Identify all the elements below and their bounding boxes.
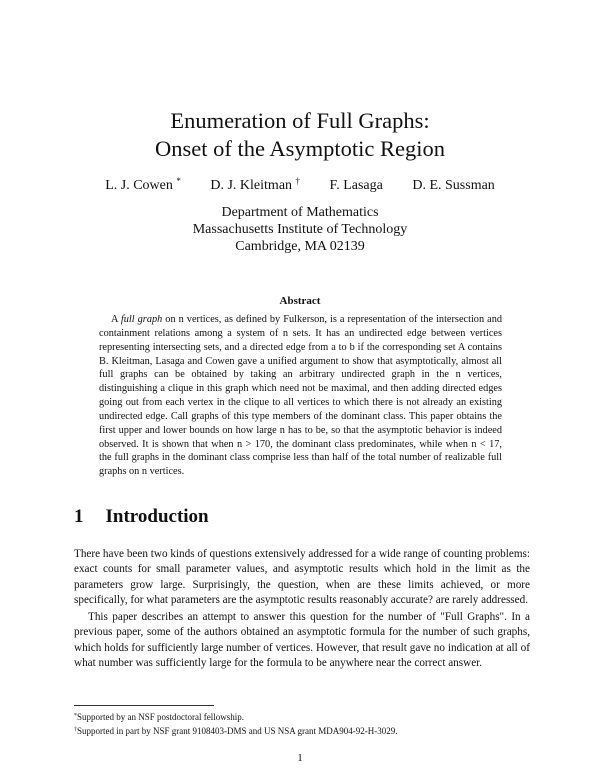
abstract-heading: Abstract xyxy=(279,295,321,307)
paragraph-2: This paper describes an attempt to answer this question for the number of "Full Graphs". In a previous paper, some of the authors obtained an asymptotic formula for the number of such graphs, which holds for sufficiently large number of vertices. However, that result gave no indication at all of what number was sufficiently large for the formula to be anywhere near the correct answer. xyxy=(74,611,530,670)
section-heading: 1 Introduction xyxy=(74,506,209,527)
author: L. J. Cowen * xyxy=(105,176,181,193)
author-list xyxy=(0,176,600,194)
author: D. J. Kleitman † xyxy=(210,176,301,193)
title-line-1: Enumeration of Full Graphs: xyxy=(170,108,430,133)
affiliation-institute: Massachusetts Institute of Technology xyxy=(192,222,408,237)
title-line-2: Onset of the Asymptotic Region xyxy=(155,136,445,161)
author: F. Lasaga xyxy=(329,178,383,193)
abstract-body: A full graph on n vertices, as defined by Fulkerson, is a representation of the intersection and containment relations among a system of n sets. It has an undirected edge between vertices representing intersecting sets, and a directed edge from a to b if the corresponding set A contains B. Kleitman, Lasaga and Cowen gave a unified argument to show that asymptotically, almost all full graphs can be obtained by taking an arbitrary undirected graph in the n vertices, distinguishing a clique in this graph which need not be maximal, and then adding directed edges going out from each vertex in the clique to all vertices to which there is not already an existing undirected edge. Call graphs of this type members of the dominant class. This paper obtains the first upper and lower bounds on how large n has to be, so that the asymptotic behavior is indeed observed. It is shown that when n > 170, the dominant class predominates, while when n < 17, the full graphs in the dominant class comprise less than half of the total number of realizable full graphs on n vertices. xyxy=(99,314,502,478)
affiliation-city: Cambridge, MA 02139 xyxy=(235,239,365,254)
footnote-1: *Supported by an NSF postdoctoral fellowship. xyxy=(74,712,244,722)
footnote-rule xyxy=(74,705,214,706)
abstract-term: full graph xyxy=(120,314,163,325)
author: D. E. Sussman xyxy=(412,178,495,193)
footnote-2: †Supported in part by NSF grant 9108403-DMS and US NSA grant MDA904-92-H-3029. xyxy=(74,726,398,736)
paragraph-1: There have been two kinds of questions extensively addressed for a wide range of counting problems: exact counts for small parameter values, and asymptotic results which hold in the limit as the parameters grow large. Surprisingly, the question, when are these limits achieved, or more specifically, for what parameters are the asymptotic results reasonably accurate? are rarely addressed. xyxy=(74,548,530,607)
affiliation-dept: Department of Mathematics xyxy=(221,205,379,220)
page-number: 1 xyxy=(297,752,303,764)
